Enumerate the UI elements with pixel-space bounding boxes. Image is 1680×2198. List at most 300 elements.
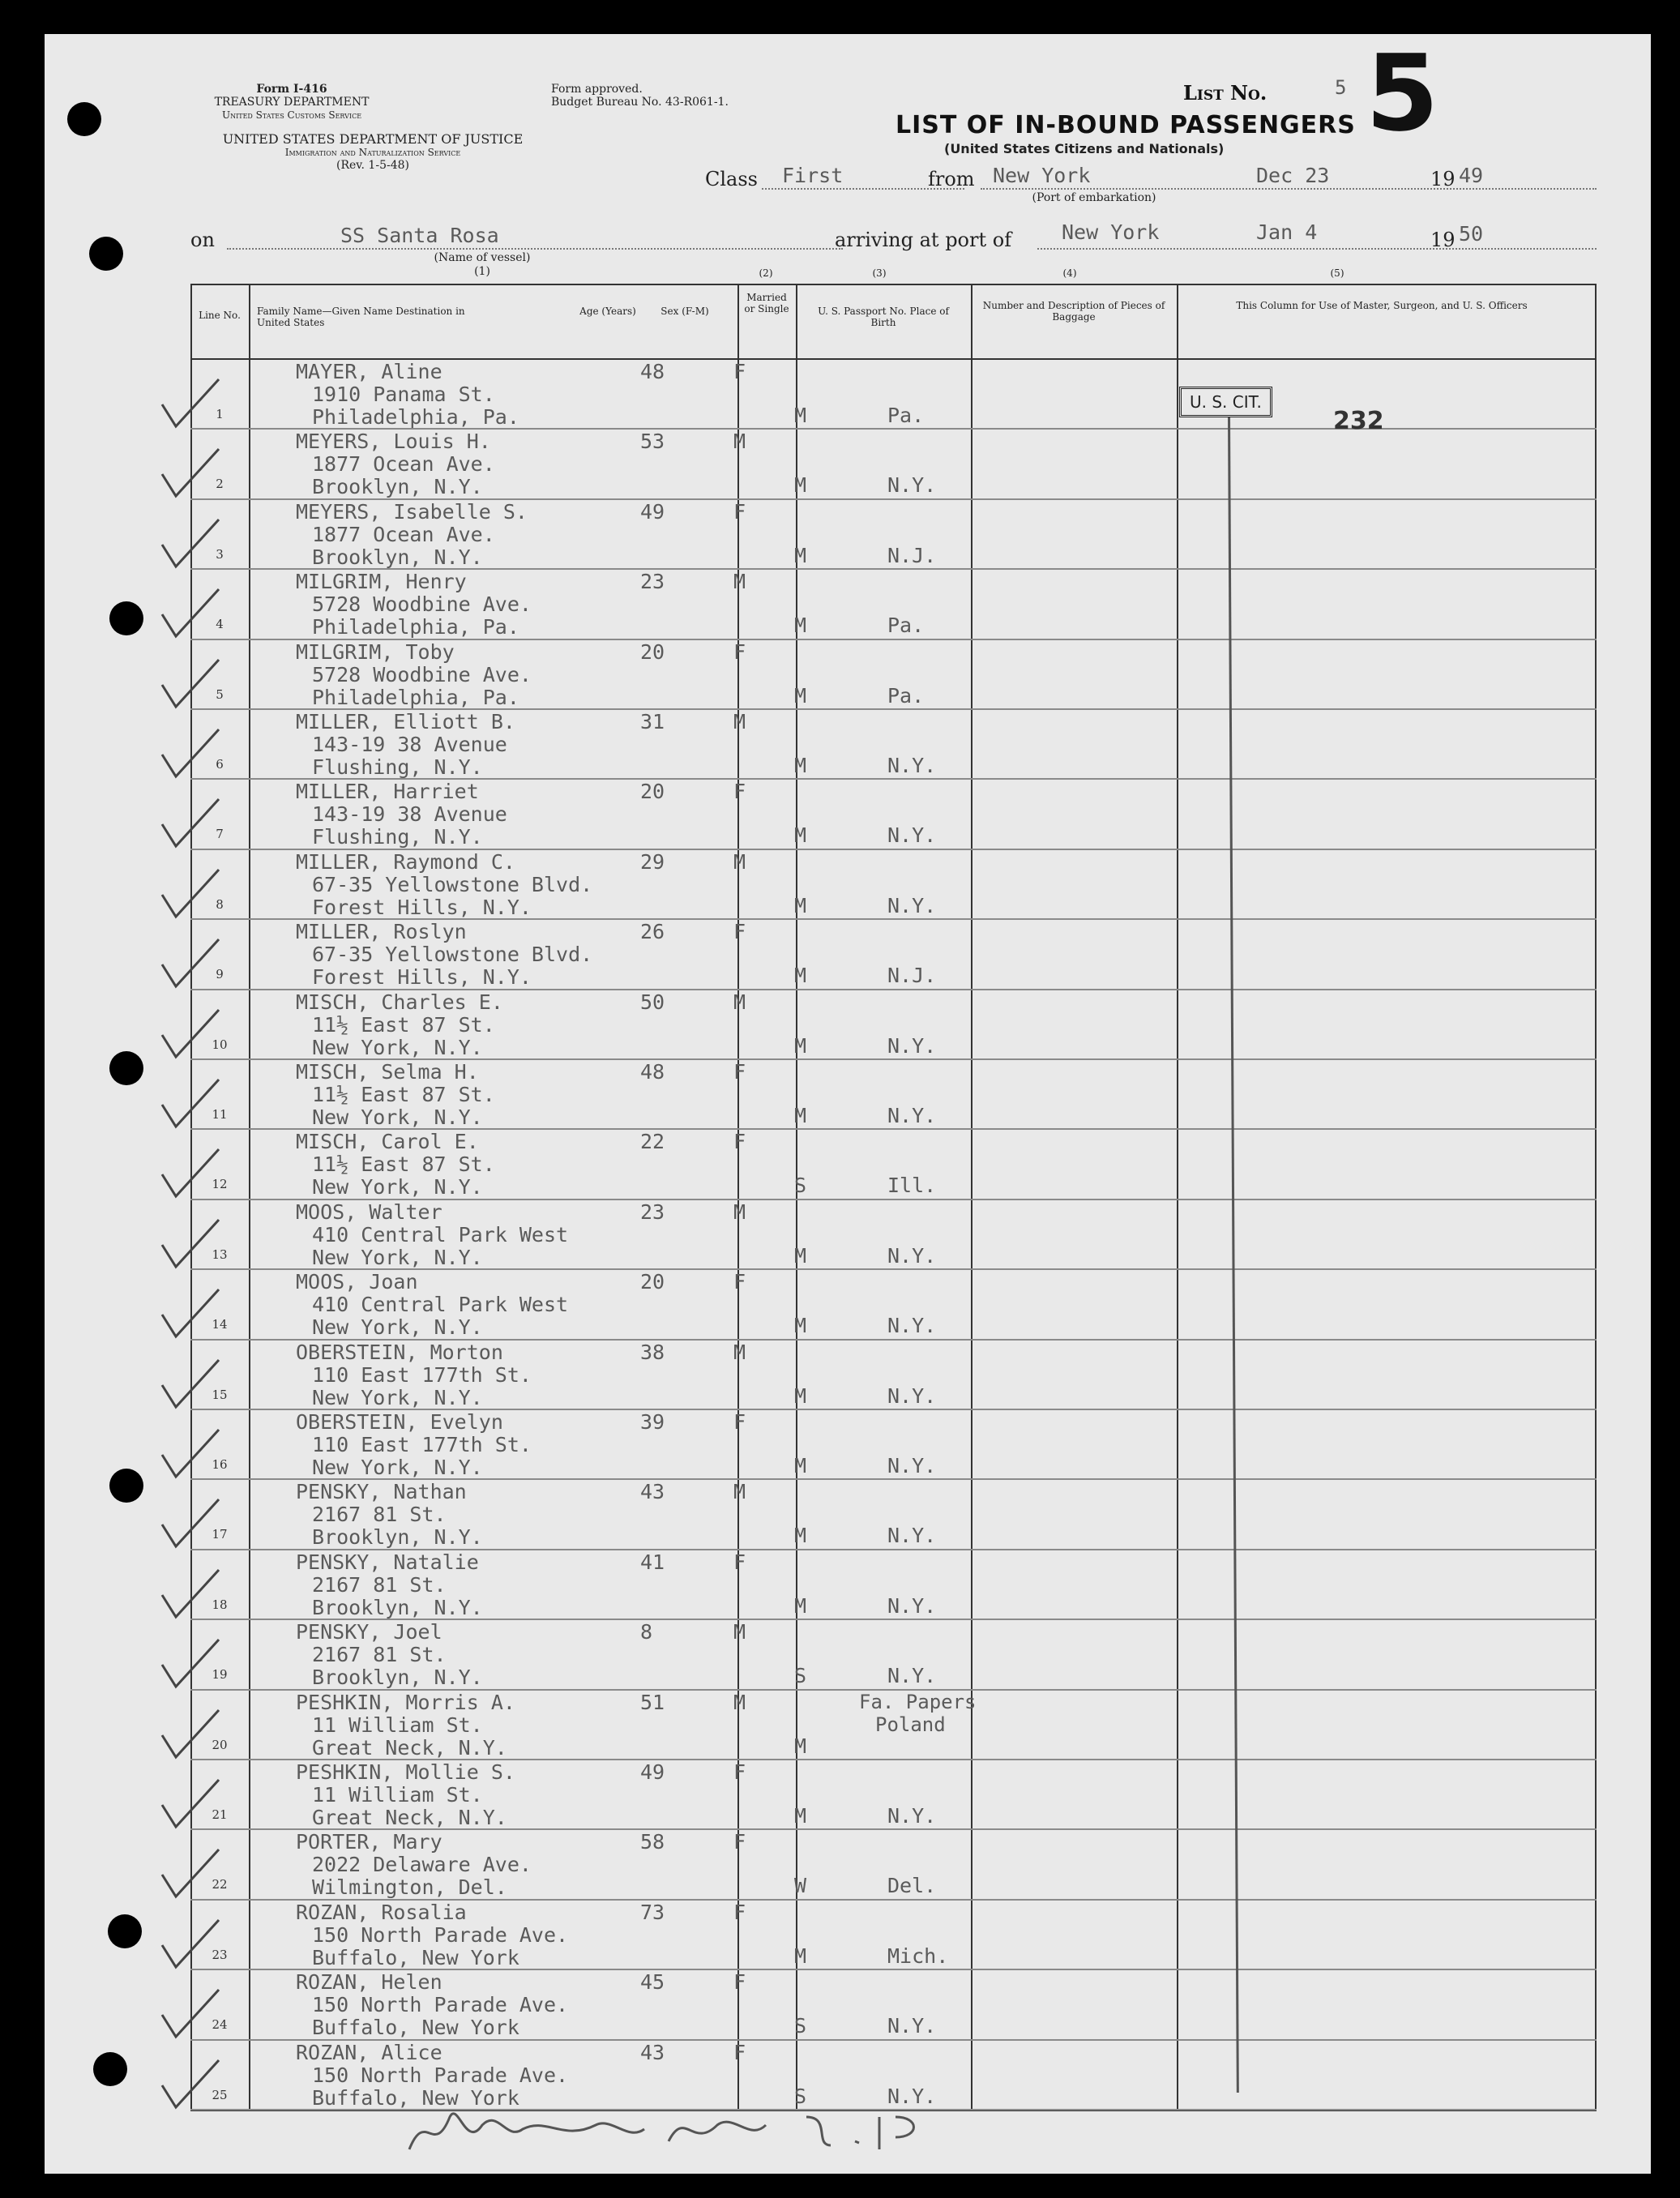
passenger-name: MILGRIM, Henry (296, 570, 467, 594)
arrival-year-prefix: 19 (1430, 229, 1456, 251)
table-row (190, 920, 1597, 990)
passenger-sex: M (733, 849, 746, 874)
passenger-name: PORTER, Mary (296, 1830, 442, 1854)
marital-status: M (794, 404, 807, 427)
passenger-name: MISCH, Charles E. (296, 990, 503, 1014)
marital-status: M (794, 543, 807, 567)
check-mark-icon (158, 516, 223, 573)
check-mark-icon (158, 2057, 223, 2114)
birth-place: N.Y. (887, 893, 937, 917)
passenger-name: ROZAN, Helen (296, 1970, 442, 1995)
table-row (190, 1480, 1597, 1550)
check-mark-icon (158, 1496, 223, 1553)
vessel-col-num: (1) (474, 265, 490, 278)
passenger-city: New York, N.Y. (312, 1245, 483, 1269)
check-mark-icon (158, 1636, 223, 1693)
year-suffix: 49 (1459, 164, 1484, 187)
stamp-number: 232 (1333, 407, 1384, 435)
birth-place: N.Y. (887, 473, 937, 498)
punch-hole (89, 237, 123, 271)
passenger-sex: F (733, 2040, 746, 2064)
punch-hole (109, 601, 143, 635)
table-row (190, 1410, 1597, 1480)
col-header-married: Married or Single (744, 292, 789, 314)
passenger-name: PENSKY, Joel (296, 1620, 442, 1644)
col-header-baggage: Number and Description of Pieces of Baggage (982, 300, 1165, 323)
line-number: 13 (212, 1247, 228, 1262)
table-row (190, 1760, 1597, 1830)
marital-status: W (794, 1874, 807, 1898)
line-number: 17 (212, 1527, 228, 1542)
passenger-age: 22 (640, 1130, 665, 1154)
passenger-sex: F (733, 1970, 746, 1995)
passenger-name: PENSKY, Natalie (296, 1550, 479, 1574)
passenger-address: 150 North Parade Ave. (312, 2063, 569, 2087)
us-citizen-stamp (1179, 387, 1272, 417)
birth-place: N.Y. (887, 1104, 937, 1127)
marital-status: M (794, 614, 807, 638)
check-mark-icon (158, 446, 223, 502)
passenger-city: Great Neck, N.Y. (312, 1806, 507, 1829)
passenger-address: 410 Central Park West (312, 1222, 569, 1247)
passenger-city: Buffalo, New York (312, 2085, 519, 2110)
form-block-justice (182, 133, 563, 172)
check-mark-icon (158, 376, 223, 433)
passenger-name: MEYERS, Isabelle S. (296, 499, 528, 524)
from-label: from (928, 168, 975, 190)
passenger-name: ROZAN, Rosalia (296, 1900, 467, 1924)
line-number: 18 (212, 1597, 228, 1612)
passenger-address: 1877 Ocean Ave. (312, 522, 495, 546)
marital-status: M (794, 473, 807, 498)
passenger-address: 143-19 38 Avenue (312, 733, 507, 756)
line-number: 20 (212, 1737, 228, 1752)
passenger-address: 2167 81 St. (312, 1572, 447, 1597)
passenger-city: New York, N.Y. (312, 1385, 483, 1409)
passenger-age: 49 (640, 1760, 665, 1784)
line-number: 21 (212, 1807, 228, 1822)
customs-service: United States Customs Service (221, 109, 362, 121)
birth-place: N.J. (887, 543, 937, 567)
birth-place: Fa. Papers (859, 1690, 977, 1713)
check-mark-icon (158, 1146, 223, 1203)
passenger-city: Forest Hills, N.Y. (312, 895, 532, 919)
table-row (190, 640, 1597, 710)
line-number: 23 (212, 1947, 228, 1962)
passenger-name: PENSKY, Nathan (296, 1480, 467, 1504)
table-row (190, 780, 1597, 849)
passenger-sex: F (733, 499, 746, 524)
punch-hole (93, 2052, 127, 2086)
passenger-age: 43 (640, 2040, 665, 2064)
passenger-age: 31 (640, 710, 665, 733)
passenger-age: 20 (640, 780, 665, 804)
passenger-age: 8 (640, 1620, 653, 1644)
marital-status: M (794, 683, 807, 708)
table-row (190, 360, 1597, 430)
line-number: 24 (212, 2017, 228, 2033)
punch-hole (109, 1051, 143, 1085)
check-mark-icon (158, 1076, 223, 1133)
passenger-city: Brooklyn, N.Y. (312, 1525, 483, 1550)
punch-hole (67, 102, 101, 136)
birth-place: N.Y. (887, 1454, 937, 1477)
check-mark-icon (158, 936, 223, 993)
marital-status: M (794, 893, 807, 917)
passenger-sex: F (733, 639, 746, 664)
year-prefix: 19 (1430, 168, 1456, 190)
passenger-city: Brooklyn, N.Y. (312, 545, 483, 569)
passenger-address: 5728 Woodbine Ave. (312, 592, 532, 617)
check-mark-icon (158, 726, 223, 783)
passenger-name: MOOS, Walter (296, 1199, 442, 1224)
passenger-sex: M (733, 710, 746, 733)
check-mark-icon (158, 866, 223, 923)
form-block-treasury (186, 83, 397, 122)
passenger-name: MISCH, Selma H. (296, 1060, 479, 1084)
passenger-age: 38 (640, 1340, 665, 1364)
passenger-sex: M (733, 1340, 746, 1364)
passenger-sex: F (733, 1410, 746, 1434)
justice-dept: UNITED STATES DEPARTMENT OF JUSTICE (222, 131, 524, 147)
birth-place: N.Y. (887, 1033, 937, 1058)
passenger-sex: F (733, 1760, 746, 1784)
passenger-city: Brooklyn, N.Y. (312, 475, 483, 499)
line-number: 25 (212, 2087, 228, 2102)
birth-place: N.Y. (887, 2014, 937, 2038)
line-number: 1 (216, 407, 224, 421)
col-header-name: Family Name—Given Name Destination in United States (257, 306, 465, 328)
passenger-address: 67-35 Yellowstone Blvd. (312, 943, 593, 967)
check-mark-icon (158, 586, 223, 643)
form-number: Form I-416 (256, 83, 327, 96)
passenger-age: 50 (640, 990, 665, 1014)
passenger-city: Brooklyn, N.Y. (312, 1666, 483, 1690)
table-row (190, 1970, 1597, 2040)
marital-status: S (794, 1664, 807, 1688)
check-mark-icon (158, 1986, 223, 2043)
marital-status: M (794, 1804, 807, 1828)
passenger-city: Brooklyn, N.Y. (312, 1595, 483, 1619)
birth-place: N.Y. (887, 1593, 937, 1618)
line-number: 22 (212, 1877, 228, 1892)
birth-place: N.Y. (887, 2084, 937, 2108)
line-number: 12 (212, 1177, 228, 1192)
marital-status: S (794, 1174, 807, 1198)
birth-place-2: Poland (875, 1713, 946, 1736)
marital-status: M (794, 1734, 807, 1758)
list-no-big: 5 (1366, 32, 1439, 155)
col-header-passport: U. S. Passport No. Place of Birth (818, 306, 949, 328)
marital-status: M (794, 1314, 807, 1338)
arrival-date: Jan 4 (1256, 220, 1318, 244)
passenger-sex: M (733, 1199, 746, 1224)
passenger-city: Philadelphia, Pa. (312, 405, 519, 429)
table-row (190, 1830, 1597, 1900)
line-number: 3 (216, 546, 224, 562)
col-num-5: (5) (1330, 267, 1344, 279)
table-row (190, 990, 1597, 1060)
punch-hole (108, 1914, 142, 1948)
passenger-address: 11 William St. (312, 1783, 483, 1807)
passenger-name: MILLER, Raymond C. (296, 849, 515, 874)
col-num-3: (3) (872, 267, 887, 279)
passenger-sex: F (733, 1830, 746, 1854)
marital-status: M (794, 1104, 807, 1127)
passenger-age: 29 (640, 849, 665, 874)
line-number: 10 (212, 1037, 228, 1052)
marital-status: M (794, 1524, 807, 1548)
table-row (190, 1200, 1597, 1270)
passenger-age: 49 (640, 499, 665, 524)
table-row (190, 850, 1597, 920)
passenger-sex: F (733, 920, 746, 944)
birth-place: N.Y. (887, 1804, 937, 1828)
table-row (190, 1060, 1597, 1130)
birth-place: Mich. (887, 1944, 949, 1968)
passenger-city: Buffalo, New York (312, 1945, 519, 1969)
stamp-text: U. S. CIT. (1190, 392, 1262, 412)
embark-caption: (Port of embarkation) (1032, 191, 1156, 204)
list-title: LIST OF IN-BOUND PASSENGERS (896, 111, 1356, 139)
birth-place: Del. (887, 1874, 937, 1898)
table-row (190, 1341, 1597, 1410)
class-label: Class (705, 168, 758, 190)
passenger-sex: F (733, 1130, 746, 1154)
birth-place: Pa. (887, 614, 925, 638)
passenger-name: OBERSTEIN, Evelyn (296, 1410, 503, 1434)
arrival-line (1037, 248, 1597, 250)
passenger-city: New York, N.Y. (312, 1105, 483, 1129)
birth-place: Pa. (887, 683, 925, 708)
check-mark-icon (158, 796, 223, 853)
treasury-dept: TREASURY DEPARTMENT (214, 96, 370, 109)
class-value: First (782, 164, 844, 187)
passenger-rows (190, 360, 1597, 2110)
passenger-address: 110 East 177th St. (312, 1362, 532, 1387)
line-number: 19 (212, 1667, 228, 1683)
passenger-sex: M (733, 1620, 746, 1644)
table-row (190, 1620, 1597, 1690)
table-row (190, 1550, 1597, 1620)
check-mark-icon (158, 1007, 223, 1063)
marital-status: S (794, 2014, 807, 2038)
passenger-address: 410 Central Park West (312, 1293, 569, 1317)
passenger-sex: F (733, 1550, 746, 1574)
arriving-label: arriving at port of (835, 229, 1012, 251)
passenger-sex: M (733, 990, 746, 1014)
passenger-city: Flushing, N.Y. (312, 755, 483, 779)
punch-hole (109, 1469, 143, 1503)
list-no-small: 5 (1335, 76, 1347, 99)
passenger-age: 23 (640, 1199, 665, 1224)
form-approved: Form approved. (551, 83, 643, 96)
passenger-city: Philadelphia, Pa. (312, 685, 519, 709)
passenger-address: 150 North Parade Ave. (312, 1993, 569, 2017)
manifest-sheet (45, 34, 1651, 2174)
revision: (Rev. 1-5-48) (336, 159, 409, 172)
passenger-age: 73 (640, 1900, 665, 1924)
passenger-name: MISCH, Carol E. (296, 1130, 479, 1154)
arrival-port: New York (1062, 220, 1160, 244)
passenger-city: New York, N.Y. (312, 1456, 483, 1479)
line-number: 8 (216, 896, 224, 912)
check-mark-icon (158, 1567, 223, 1623)
passenger-address: 2167 81 St. (312, 1643, 447, 1667)
passenger-name: MILGRIM, Toby (296, 639, 455, 664)
passenger-sex: M (733, 430, 746, 454)
birth-place: N.Y. (887, 1314, 937, 1338)
line-number: 16 (212, 1457, 228, 1472)
passenger-age: 45 (640, 1970, 665, 1995)
line-number: 11 (212, 1107, 228, 1122)
passenger-age: 48 (640, 1060, 665, 1084)
line-number: 7 (216, 827, 224, 842)
passenger-sex: M (733, 570, 746, 594)
ins-service: Immigration and Naturalization Service (284, 147, 461, 158)
passenger-age: 20 (640, 639, 665, 664)
passenger-address: 11½ East 87 St. (312, 1012, 495, 1037)
passenger-address: 110 East 177th St. (312, 1433, 532, 1456)
passenger-age: 53 (640, 430, 665, 454)
birth-place: N.Y. (887, 823, 937, 848)
marital-status: M (794, 964, 807, 988)
passenger-address: 5728 Woodbine Ave. (312, 662, 532, 686)
line-number: 15 (212, 1387, 228, 1402)
passenger-name: OBERSTEIN, Morton (296, 1340, 503, 1364)
check-mark-icon (158, 1357, 223, 1413)
line-number: 14 (212, 1317, 228, 1332)
line-number: 9 (216, 967, 224, 982)
passenger-sex: F (733, 1270, 746, 1294)
table-row (190, 500, 1597, 570)
check-mark-icon (158, 1286, 223, 1343)
line-number: 6 (216, 757, 224, 772)
birth-place: N.Y. (887, 1524, 937, 1548)
passenger-age: 51 (640, 1690, 665, 1714)
passenger-name: MAYER, Aline (296, 360, 442, 383)
col-num-4: (4) (1062, 267, 1077, 279)
passenger-age: 23 (640, 570, 665, 594)
passenger-name: PESHKIN, Mollie S. (296, 1760, 515, 1784)
on-label: on (190, 229, 215, 251)
passenger-city: Buffalo, New York (312, 2016, 519, 2040)
list-no-label: List No. (1183, 81, 1267, 105)
table-row (190, 710, 1597, 780)
birth-place: N.Y. (887, 1383, 937, 1408)
passenger-age: 41 (640, 1550, 665, 1574)
passenger-city: New York, N.Y. (312, 1035, 483, 1059)
passenger-address: 11½ East 87 St. (312, 1152, 495, 1177)
passenger-age: 58 (640, 1830, 665, 1854)
passenger-city: New York, N.Y. (312, 1315, 483, 1340)
passenger-sex: F (733, 780, 746, 804)
col-num-2: (2) (759, 267, 773, 279)
budget-bureau: Budget Bureau No. 43-R061-1. (551, 96, 729, 109)
vessel-line (227, 248, 843, 250)
passenger-sex: M (733, 1690, 746, 1714)
passenger-address: 2167 81 St. (312, 1503, 447, 1527)
line-number: 5 (216, 686, 224, 702)
table-row (190, 1130, 1597, 1199)
marital-status: M (794, 1454, 807, 1477)
table-row (190, 1691, 1597, 1760)
passenger-address: 1877 Ocean Ave. (312, 452, 495, 477)
departure-date: Dec 23 (1256, 164, 1330, 187)
inspector-signature (401, 2093, 985, 2166)
birth-place: N.Y. (887, 1664, 937, 1688)
table-row (190, 570, 1597, 639)
check-mark-icon (158, 1217, 223, 1273)
passenger-name: MILLER, Elliott B. (296, 710, 515, 733)
marital-status: M (794, 754, 807, 777)
passenger-sex: F (733, 1060, 746, 1084)
birth-place: N.Y. (887, 1243, 937, 1268)
marital-status: M (794, 823, 807, 848)
passenger-city: Great Neck, N.Y. (312, 1735, 507, 1760)
check-mark-icon (158, 1777, 223, 1833)
vessel-caption: (Name of vessel) (434, 251, 531, 264)
passenger-name: MILLER, Harriet (296, 780, 479, 804)
passenger-name: MEYERS, Louis H. (296, 430, 491, 454)
table-row (190, 1901, 1597, 1970)
passenger-city: Flushing, N.Y. (312, 825, 483, 849)
passenger-name: MOOS, Joan (296, 1270, 418, 1294)
from-value: New York (993, 164, 1091, 187)
arrival-year-suffix: 50 (1459, 222, 1484, 246)
check-mark-icon (158, 656, 223, 713)
passenger-age: 20 (640, 1270, 665, 1294)
marital-status: M (794, 1243, 807, 1268)
list-subtitle: (United States Citizens and Nationals) (944, 141, 1225, 156)
passenger-address: 143-19 38 Avenue (312, 802, 507, 827)
birth-place: N.J. (887, 964, 937, 988)
birth-place: N.Y. (887, 754, 937, 777)
marital-status: M (794, 1944, 807, 1968)
passenger-address: 150 North Parade Ave. (312, 1922, 569, 1947)
passenger-sex: F (733, 1900, 746, 1924)
col-header-sex: Sex (F-M) (660, 306, 709, 317)
passenger-sex: F (733, 360, 746, 383)
birth-place: Ill. (887, 1174, 937, 1198)
table-row (190, 1270, 1597, 1340)
passenger-address: 67-35 Yellowstone Blvd. (312, 872, 593, 896)
check-mark-icon (158, 1917, 223, 1973)
check-mark-icon (158, 1846, 223, 1903)
check-mark-icon (158, 1707, 223, 1764)
check-mark-icon (158, 1426, 223, 1483)
passenger-name: PESHKIN, Morris A. (296, 1690, 515, 1714)
passenger-age: 48 (640, 360, 665, 383)
marital-status: M (794, 1033, 807, 1058)
vessel-value: SS Santa Rosa (340, 224, 499, 247)
table-row (190, 430, 1597, 499)
form-approval (551, 83, 794, 109)
passenger-city: Philadelphia, Pa. (312, 615, 519, 639)
col-header-age: Age (Years) (579, 306, 636, 317)
marital-status: S (794, 2084, 807, 2108)
passenger-address: 2022 Delaware Ave. (312, 1853, 532, 1877)
col-header-officers: This Column for Use of Master, Surgeon, and U. S. Officers (1236, 300, 1528, 311)
passenger-city: Wilmington, Del. (312, 1875, 507, 1900)
passenger-sex: M (733, 1480, 746, 1504)
line-number: 4 (216, 617, 224, 632)
birth-place: Pa. (887, 404, 925, 427)
passenger-name: ROZAN, Alice (296, 2040, 442, 2064)
passenger-address: 11 William St. (312, 1713, 483, 1737)
passenger-address: 1910 Panama St. (312, 383, 495, 406)
col-header-line: Line No. (199, 310, 241, 321)
